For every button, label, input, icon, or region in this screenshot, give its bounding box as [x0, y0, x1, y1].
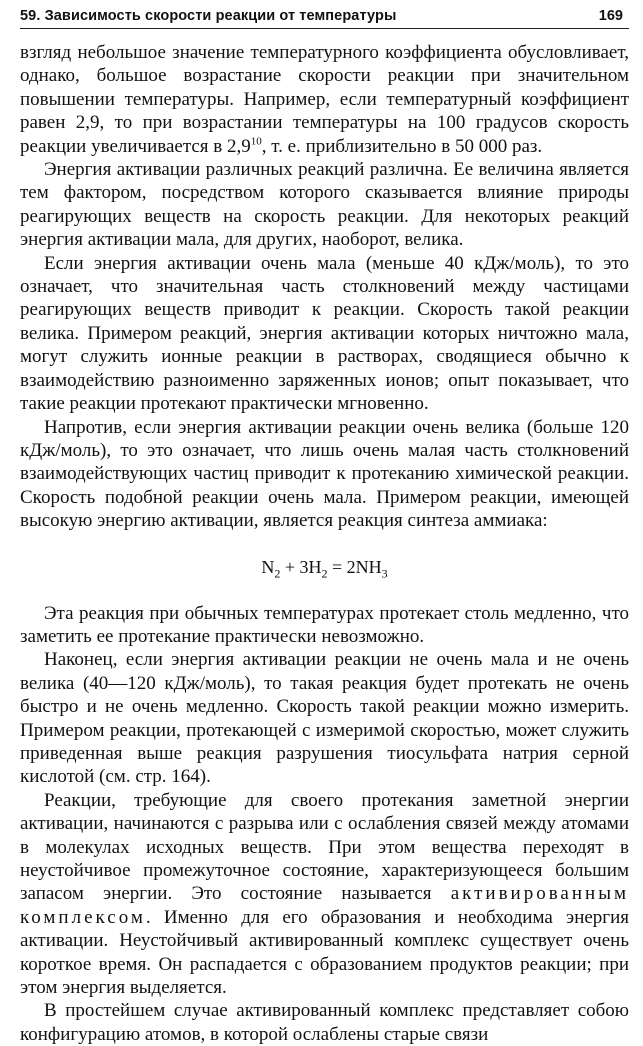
page-number: 169 — [598, 8, 623, 24]
running-header — [20, 0, 629, 29]
paragraph-4: Напротив, если энергия активации реакции очень велика (больше 120 кДж/моль), то это означает, что лишь очень малая часть столкновений взаимодействующих частиц приводит к протеканию химической реакции. Скорость подобной реакции очень мала. Примером реакции, имеющей высокую энергию активации, является реакция синтеза аммиака: — [20, 416, 629, 532]
paragraph-1-text-b: , т. е. приблизительно в 50 000 раз. — [261, 135, 543, 157]
formula-h-sub: 2 — [321, 566, 328, 581]
paragraph-8: В простейшем случае активированный комплекс представляет собою конфигурацию атомов, в которой ослаблены старые связи — [20, 1000, 629, 1045]
term-activated-complex: активированным комплексом — [20, 883, 629, 928]
paragraph-7-text-a: Реакции, требующие для своего протекания заметной энергии активации, начинаются с разрыва или с ослабления связей между атомами в молекулах исходных веществ. При этом вещества переходят в неустойчивое промежуточное состояние, характеризующееся большим запасом энергии. Это состояние называется — [20, 789, 629, 905]
section-title: 59. Зависимость скорости реакции от температуры — [20, 8, 397, 24]
paragraph-1-text-a: взгляд небольшое значение температурного коэффициента обусловливает, однако, большое возрастание скорости реакции при значительном повышении температуры. Например, если температурный коэффициент равен 2,9, то при возрастании температуры на 100 градусов скорость реакции увеличивается в 2,9 — [20, 42, 629, 157]
formula-nh-sub: 3 — [381, 566, 388, 581]
paragraph-1 — [20, 41, 629, 158]
paragraph-7 — [20, 789, 629, 1000]
chemical-equation — [20, 556, 629, 581]
formula-nh: = 2NH — [327, 556, 382, 577]
exponent: 10 — [250, 135, 262, 148]
paragraph-7-text-b: . Именно для его образования и необходима энергия активации. Неустойчивый активированный комплекс существует очень короткое время. Он распадается с образованием продуктов реакции; при этом энергия выделяется. — [20, 906, 629, 999]
formula-h: + 3H — [280, 556, 322, 577]
paragraph-2: Энергия активации различных реакций различна. Ее величина является тем фактором, посредством которого сказывается влияние природы реагирующих веществ на скорость реакции. Для некоторых реакций энергия активации мала, для других, наоборот, велика. — [20, 159, 629, 251]
page-body — [20, 29, 629, 1046]
paragraph-3: Если энергия активации очень мала (меньше 40 кДж/моль), то это означает, что значительная часть столкновений между частицами реагирующих веществ приводит к реакции. Скорость такой реакции велика. Примером реакций, энергия активации которых ничтожно мала, могут служить ионные реакции в растворах, сводящиеся обычно к взаимодействию разноименно заряженных ионов; опыт показывает, что такие реакции протекают практически мгновенно. — [20, 252, 629, 415]
paragraph-6: Наконец, если энергия активации реакции не очень мала и не очень велика (40—120 кДж/моль), то такая реакция будет протекать не очень быстро и не очень медленно. Скорость такой реакции можно измерить. Примером реакции, протекающей с измеримой скоростью, может служить приведенная выше реакция разрушения тиосульфата натрия серной кислотой (см. стр. 164). — [20, 649, 629, 788]
paragraph-5: Эта реакция при обычных температурах протекает столь медленно, что заметить ее протекание практически невозможно. — [20, 602, 629, 647]
formula-n-sub: 2 — [274, 566, 281, 581]
formula-n: N — [261, 556, 275, 577]
